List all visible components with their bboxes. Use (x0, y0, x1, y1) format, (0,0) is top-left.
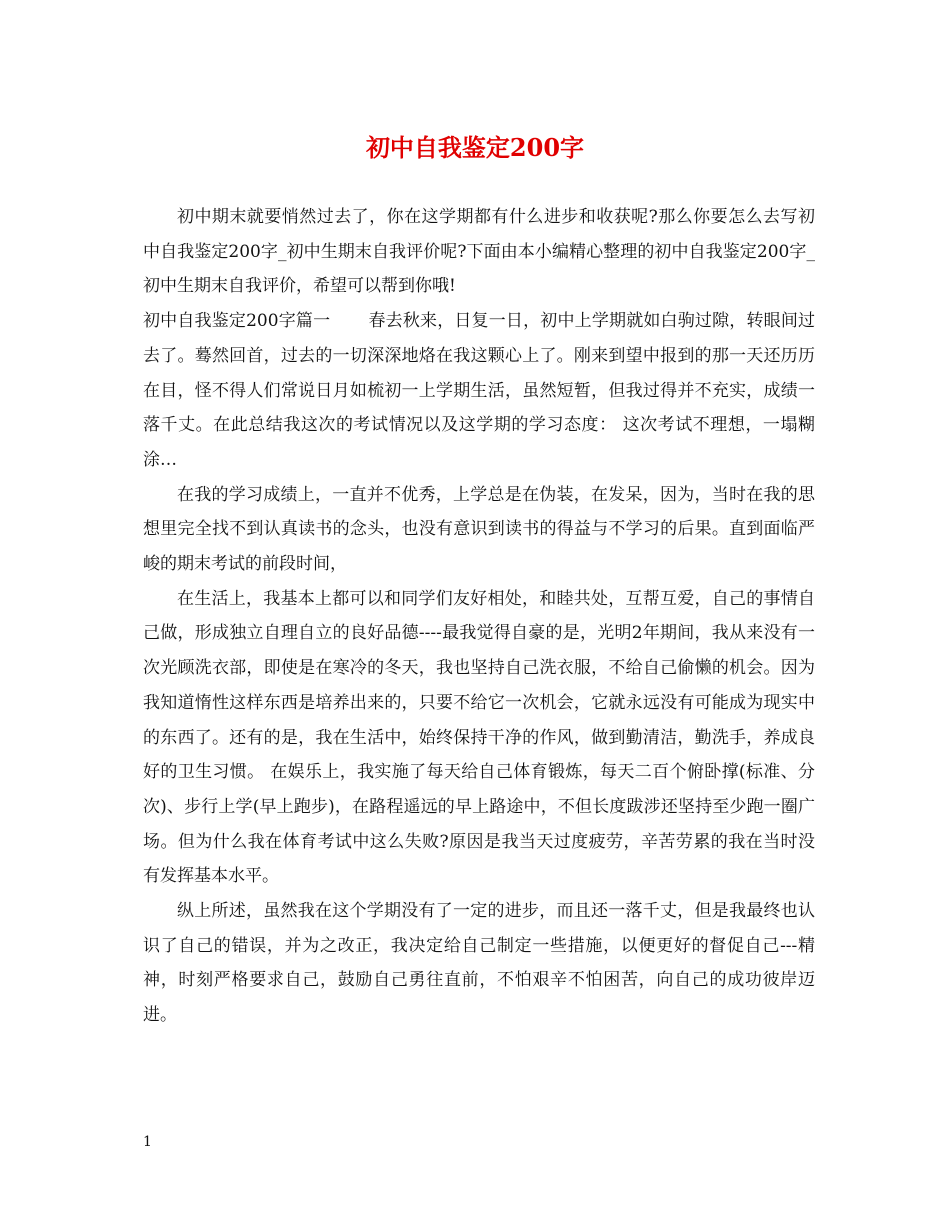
document-title: 初中自我鉴定200字 (365, 133, 585, 162)
intro-paragraph: 初中期末就要悄然过去了，你在这学期都有什么进步和收获呢?那么你要怎么去写初中自我鉴定200字_初中生期末自我评价呢?下面由本小编精心整理的初中自我鉴定200字_初中生期末自我评价，希望可以帮到你哦! (143, 207, 815, 297)
conclusion-paragraph: 纵上所述，虽然我在这个学期没有了一定的进步，而且还一落千丈，但是我最终也认识了自己的错误，并为之改正，我决定给自己制定一些措施，以便更好的督促自己---精神，时刻严格要求自己，鼓励自己勇往直前，不怕艰辛不怕困苦，向自己的成功彼岸迈进。 (143, 901, 815, 1026)
study-paragraph: 在我的学习成绩上，一直并不优秀，上学总是在伪装，在发呆，因为，当时在我的思想里完全找不到认真读书的念头，也没有意识到读书的得益与不学习的后果。直到面临严峻的期末考试的前段时间， (143, 484, 815, 575)
life-paragraph: 在生活上，我基本上都可以和同学们友好相处，和睦共处，互帮互爱，自己的事情自己做，形成独立自理自立的良好品德----最我觉得自豪的是，光明2年期间，我从来没有一次光顾洗衣部，即使是在寒冷的冬天，我也坚持自己洗衣服，不给自己偷懒的机会。因为我知道惰性这样东西是培养出来的，只要不给它一次机会，它就永远没有可能成为现实中的东西了。还有的是，我在生活中，始终保持干净的作风，做到勤清洁，勤洗手，养成良好的卫生习惯。 在娱乐上，我实施了每天给自己体育锻炼，每天二百个俯卧撑(标准、分次)、步行上学(早上跑步)，在路程遥远的早上路途中，不但长度跋涉还坚持至少跑一圈广场。但为什么我在体育考试中这么失败?原因是我当天过度疲劳，辛苦劳累的我在当时没有发挥基本水平。 (143, 588, 815, 887)
document-body (143, 200, 815, 1033)
section-heading: 初中自我鉴定200字篇一 (143, 311, 331, 332)
section-first-text: 春去秋来，日复一日，初中上学期就如白驹过隙，转眼间过去了。蓦然回首，过去的一切深深地烙在我这颗心上了。刚来到望中报到的那一天还历历在目，怪不得人们常说日月如梳初一上学期生活，虽然短暂，但我过得并不充实，成绩一落千丈。在此总结我这次的考试情况以及这学期的学习态度： 这次考试不理想，一塌糊涂… (143, 311, 816, 470)
page-number: 1 (143, 1134, 152, 1150)
section-paragraph (143, 304, 815, 478)
